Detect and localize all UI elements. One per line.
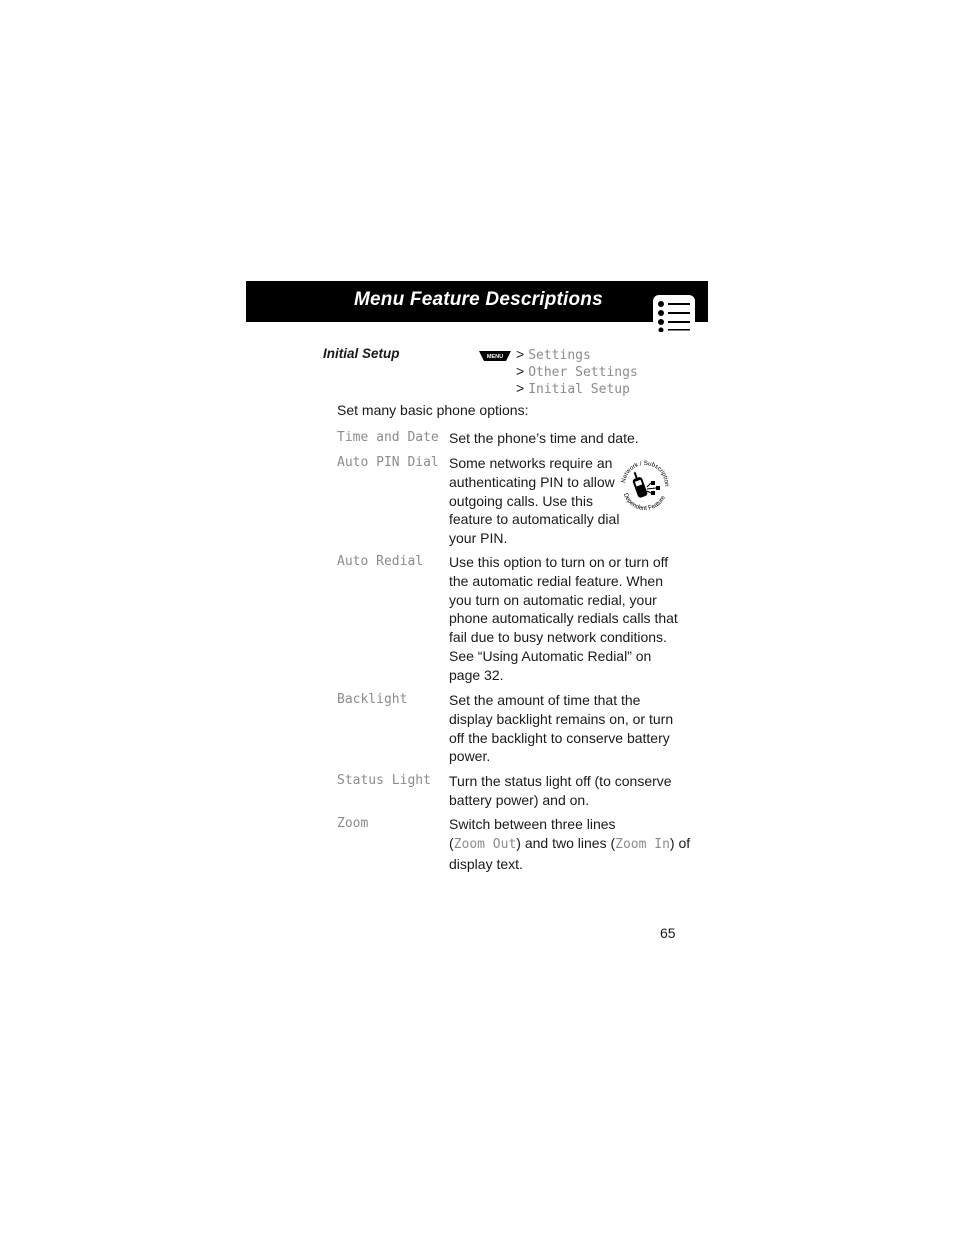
page-number: 65 — [660, 925, 676, 941]
page-title: Menu Feature Descriptions — [354, 289, 603, 310]
header-bar — [246, 281, 708, 322]
option-description: Use this option to turn on or turn off the automatic redial feature. When you turn on automatic redial, your phone automatically redials calls that fail due to busy network conditions. See “Using Automatic Redial” on page 32. — [449, 554, 678, 683]
option-label: Time and Date — [337, 430, 439, 445]
option-label: Auto PIN Dial — [337, 455, 439, 470]
menu-path-item: > Other Settings — [516, 363, 638, 380]
option-description: Set the phone’s time and date. — [449, 430, 639, 446]
menu-key-label: MENU — [486, 354, 504, 360]
zoom-out-option: Zoom Out — [453, 836, 517, 852]
zoom-in-option: Zoom In — [615, 836, 670, 852]
intro-text: Set many basic phone options: — [337, 402, 529, 418]
svg-text:Network / Subscription: Network / Subscription — [620, 459, 671, 487]
menu-path-item: > Settings — [516, 346, 591, 363]
option-description: Switch between three lines (Zoom Out) and two lines (Zoom In) of display text. — [449, 816, 691, 872]
option-label: Backlight — [337, 692, 408, 707]
option-label: Status Light — [337, 773, 431, 788]
section-title: Initial Setup — [323, 346, 400, 361]
option-label: Auto Redial — [337, 554, 424, 569]
option-description: Some networks require an authenticating PIN to allow outgoing calls. Use this feature to automatically dial your PIN. — [449, 455, 620, 547]
option-description: Set the amount of time that the display backlight remains on, or turn off the backlight to conserve battery power. — [449, 692, 674, 765]
menu-path-item: > Initial Setup — [516, 380, 630, 397]
menu-key-icon — [478, 349, 512, 367]
network-dependent-feature-icon — [619, 457, 671, 518]
option-label: Zoom — [337, 816, 369, 831]
menu-list-icon — [653, 295, 695, 332]
option-description: Turn the status light off (to conserve battery power) and on. — [449, 773, 672, 808]
svg-text:Dependent Feature: Dependent Feature — [621, 492, 667, 513]
